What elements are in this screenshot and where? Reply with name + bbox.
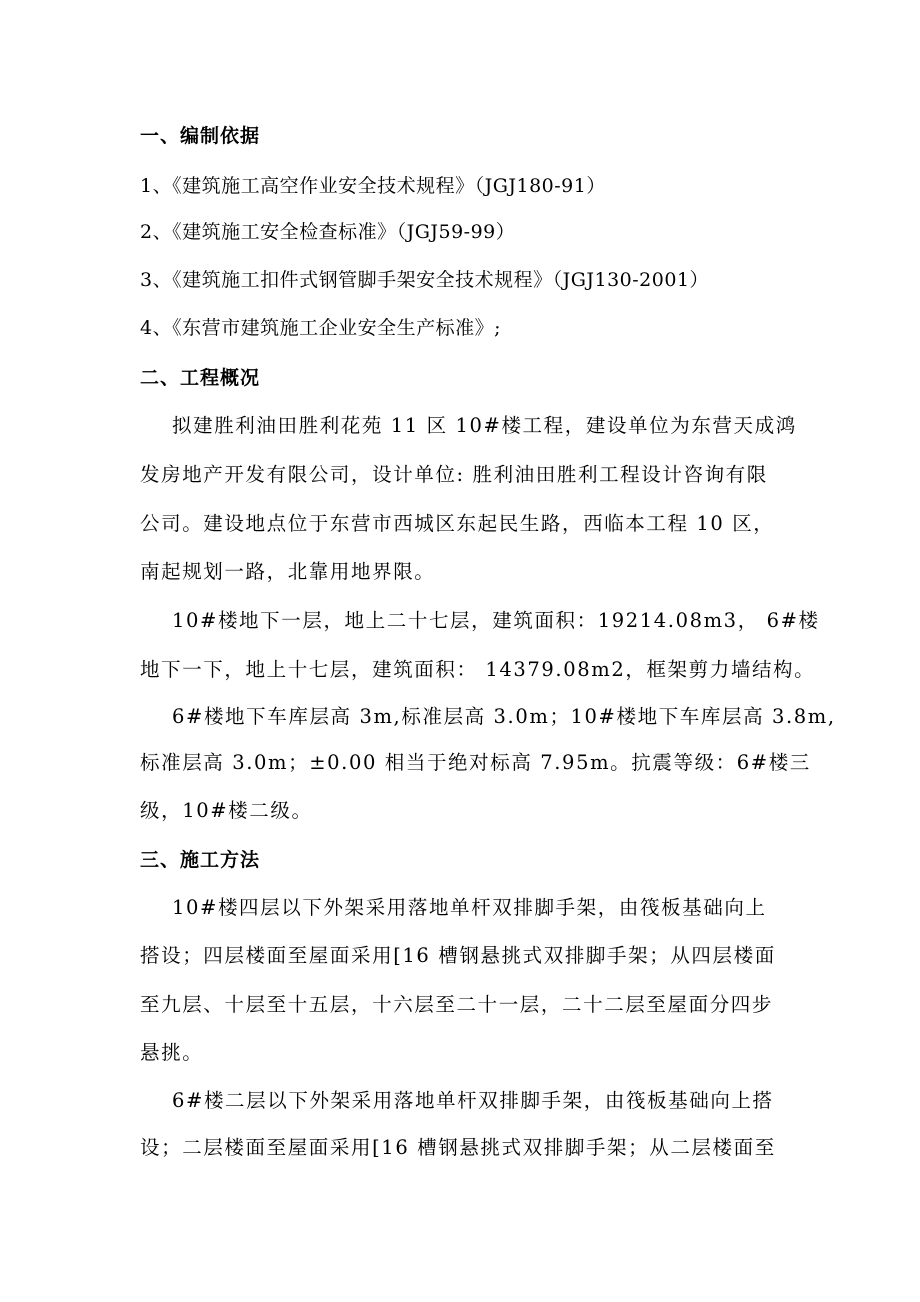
- method-para2-line1: 6#楼二层以下外架采用落地单杆双排脚手架，由筏板基础向上搭: [172, 1089, 774, 1112]
- method-para1-line4: 悬挑。: [140, 1041, 204, 1064]
- overview-para1-line4: 南起规划一路，北靠用地界限。: [140, 560, 436, 583]
- section-heading-basis: 一、编制依据: [140, 125, 261, 147]
- method-para1-line2: 搭设；四层楼面至屋面采用[16 槽钢悬挑式双排脚手架；从四层楼面: [140, 944, 776, 967]
- basis-item-4: 4、《东营市建筑施工企业安全生产标准》;: [140, 317, 501, 339]
- overview-para1-line2: 发房地产开发有限公司，设计单位: 胜利油田胜利工程设计咨询有限: [140, 463, 768, 486]
- basis-item-1: 1、《建筑施工高空作业安全技术规程》（JGJ180-91）: [140, 175, 606, 197]
- overview-para3-line2: 标准层高 3.0m；±0.00 相当于绝对标高 7.95m。抗震等级：6#楼三: [140, 751, 811, 774]
- method-para1-line1: 10#楼四层以下外架采用落地单杆双排脚手架，由筏板基础向上: [172, 896, 767, 919]
- method-para2-line2: 设；二层楼面至屋面采用[16 槽钢悬挑式双排脚手架；从二层楼面至: [140, 1136, 776, 1159]
- overview-para1-line1: 拟建胜利油田胜利花苑 11 区 10#楼工程，建设单位为东营天成鸿: [172, 414, 797, 437]
- overview-para3-line3: 级，10#楼二级。: [140, 799, 313, 822]
- overview-para3-line1: 6#楼地下车库层高 3m,标准层高 3.0m；10#楼地下车库层高 3.8m,: [172, 705, 836, 728]
- section-heading-method: 三、施工方法: [140, 849, 261, 871]
- section-heading-overview: 二、工程概况: [140, 367, 261, 389]
- overview-para1-line3: 公司。建设地点位于东营市西城区东起民生路，西临本工程 10 区，: [140, 512, 775, 535]
- overview-para2-line1: 10#楼地下一层，地上二十七层，建筑面积：19214.08m3， 6#楼: [172, 609, 820, 632]
- method-para1-line3: 至九层、十层至十五层，十六层至二十一层，二十二层至屋面分四步: [140, 993, 774, 1016]
- basis-item-3: 3、《建筑施工扣件式钢管脚手架安全技术规程》（JGJ130-2001）: [140, 269, 710, 291]
- overview-para2-line2: 地下一下，地上十七层，建筑面积： 14379.08m2，框架剪力墙结构。: [140, 658, 816, 681]
- basis-item-2: 2、《建筑施工安全检查标准》（JGJ59-99）: [140, 221, 516, 243]
